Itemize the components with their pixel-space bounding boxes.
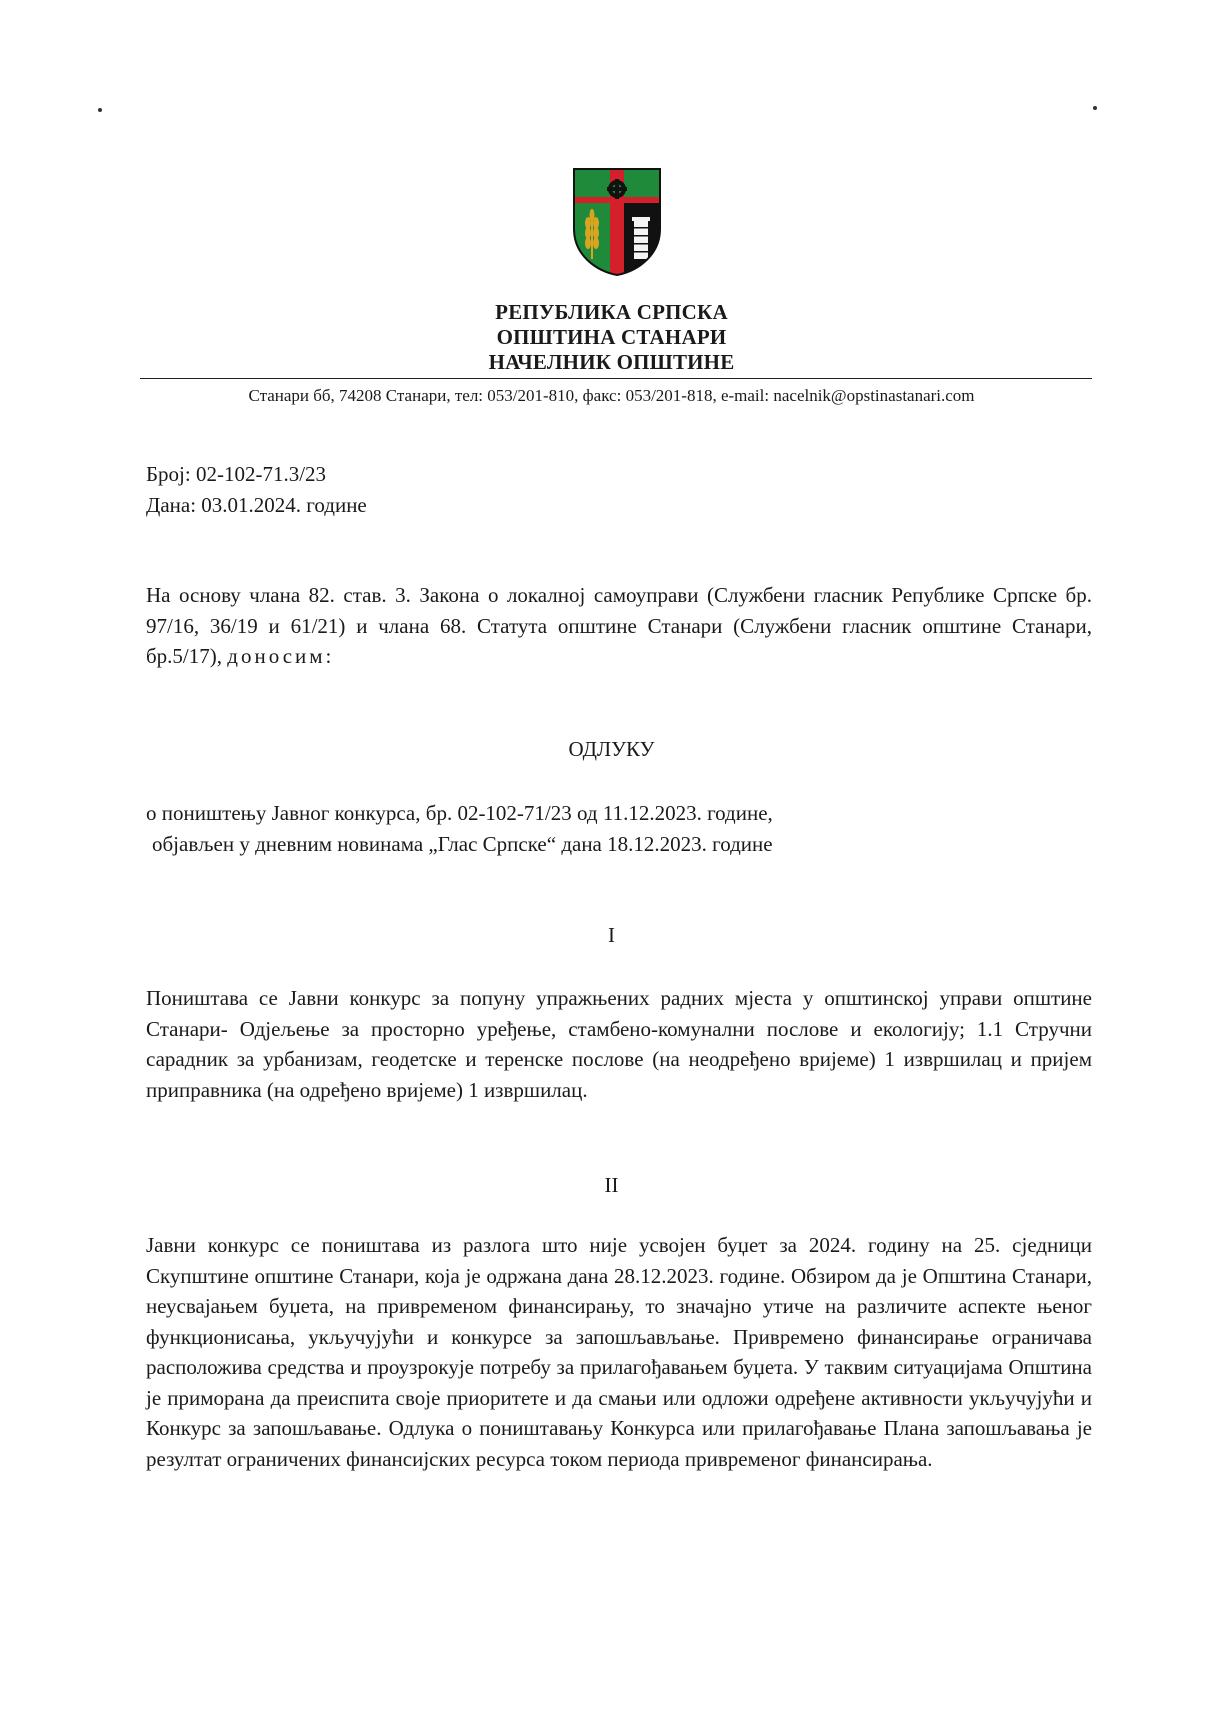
letterhead (0, 300, 1223, 375)
decision-subject (146, 798, 1092, 859)
decision-title: ОДЛУКУ (568, 737, 655, 761)
header-republic: РЕПУБЛИКА СРПСКА (495, 300, 728, 324)
preamble-paragraph (146, 580, 1092, 672)
scan-mark-right (1093, 106, 1097, 110)
letterhead-divider (140, 378, 1092, 379)
contact-line: Станари бб, 74208 Станари, тел: 053/201-810, факс: 053/201-818, e-mail: nacelnik@opstinastanari.com (248, 386, 975, 405)
reference-date: Дана: 03.01.2024. године (146, 492, 367, 517)
reference-number: Број: 02-102-71.3/23 (146, 462, 327, 486)
header-mayor: НАЧЕЛНИК ОПШТИНЕ (488, 350, 735, 374)
section-1-paragraph: Поништава се Јавни конкурс за попуну упражњених радних мјеста у општинској управи општине Станари- Одјељење за просторно уређење, стамбено-комунални послове и екологију; 1.1 Стручни сарадник за урбанизам, геодетске и теренске послове (на неодређено вријеме) 1 извршилац и пријем приправника (на одређено вријеме) 1 извршилац. (146, 986, 1092, 1102)
section-2-paragraph: Јавни конкурс се поништава из разлога што није усвојен буџет за 2024. годину на 25. сједници Скупштине општине Станари, која је одржана дана 28.12.2023. године. Обзиром да је Општина Станари, неусвајањем буџета, на привременом финансирању, то значајно утиче на различите аспекте њеног функционисања, укључујући и конкурсе за запошљављање. Привремено финансирање ограничава расположива средства и проузрокује потребу за прилагођавањем буџета. У таквим ситуацијама Општина је приморана да преиспита своје приоритете и да смањи или одложи одређене активности укључујући и Конкурс за запошљавање. Одлука о поништавању Конкурса или прилагођавање Плана запошљавања је резултат ограничених финансијских ресурса током периода привременог финансирања. (146, 1233, 1092, 1471)
decision-subject-line1: о поништењу Јавног конкурса, бр. 02-102-71/23 од 11.12.2023. године, (146, 801, 773, 825)
preamble-verb: доносим: (227, 644, 335, 668)
reference-block (146, 459, 1092, 520)
section-numeral-1: I (608, 923, 615, 947)
preamble-text: На основу члана 82. став. 3. Закона о локалној самоуправи (Службени гласник Републике Српске бр. 97/16, 36/19 и 61/21) и члана 68. Статута општине Станари (Службени гласник општине Станари, бр.5/17), (146, 583, 1092, 668)
scan-mark-left (98, 108, 102, 112)
coat-of-arms-emblem (572, 167, 662, 277)
header-municipality: ОПШТИНА СТАНАРИ (496, 325, 727, 349)
section-numeral-2: II (604, 1173, 619, 1197)
decision-subject-line2: објављен у дневним новинама „Глас Српске“ дана 18.12.2023. године (152, 831, 773, 856)
